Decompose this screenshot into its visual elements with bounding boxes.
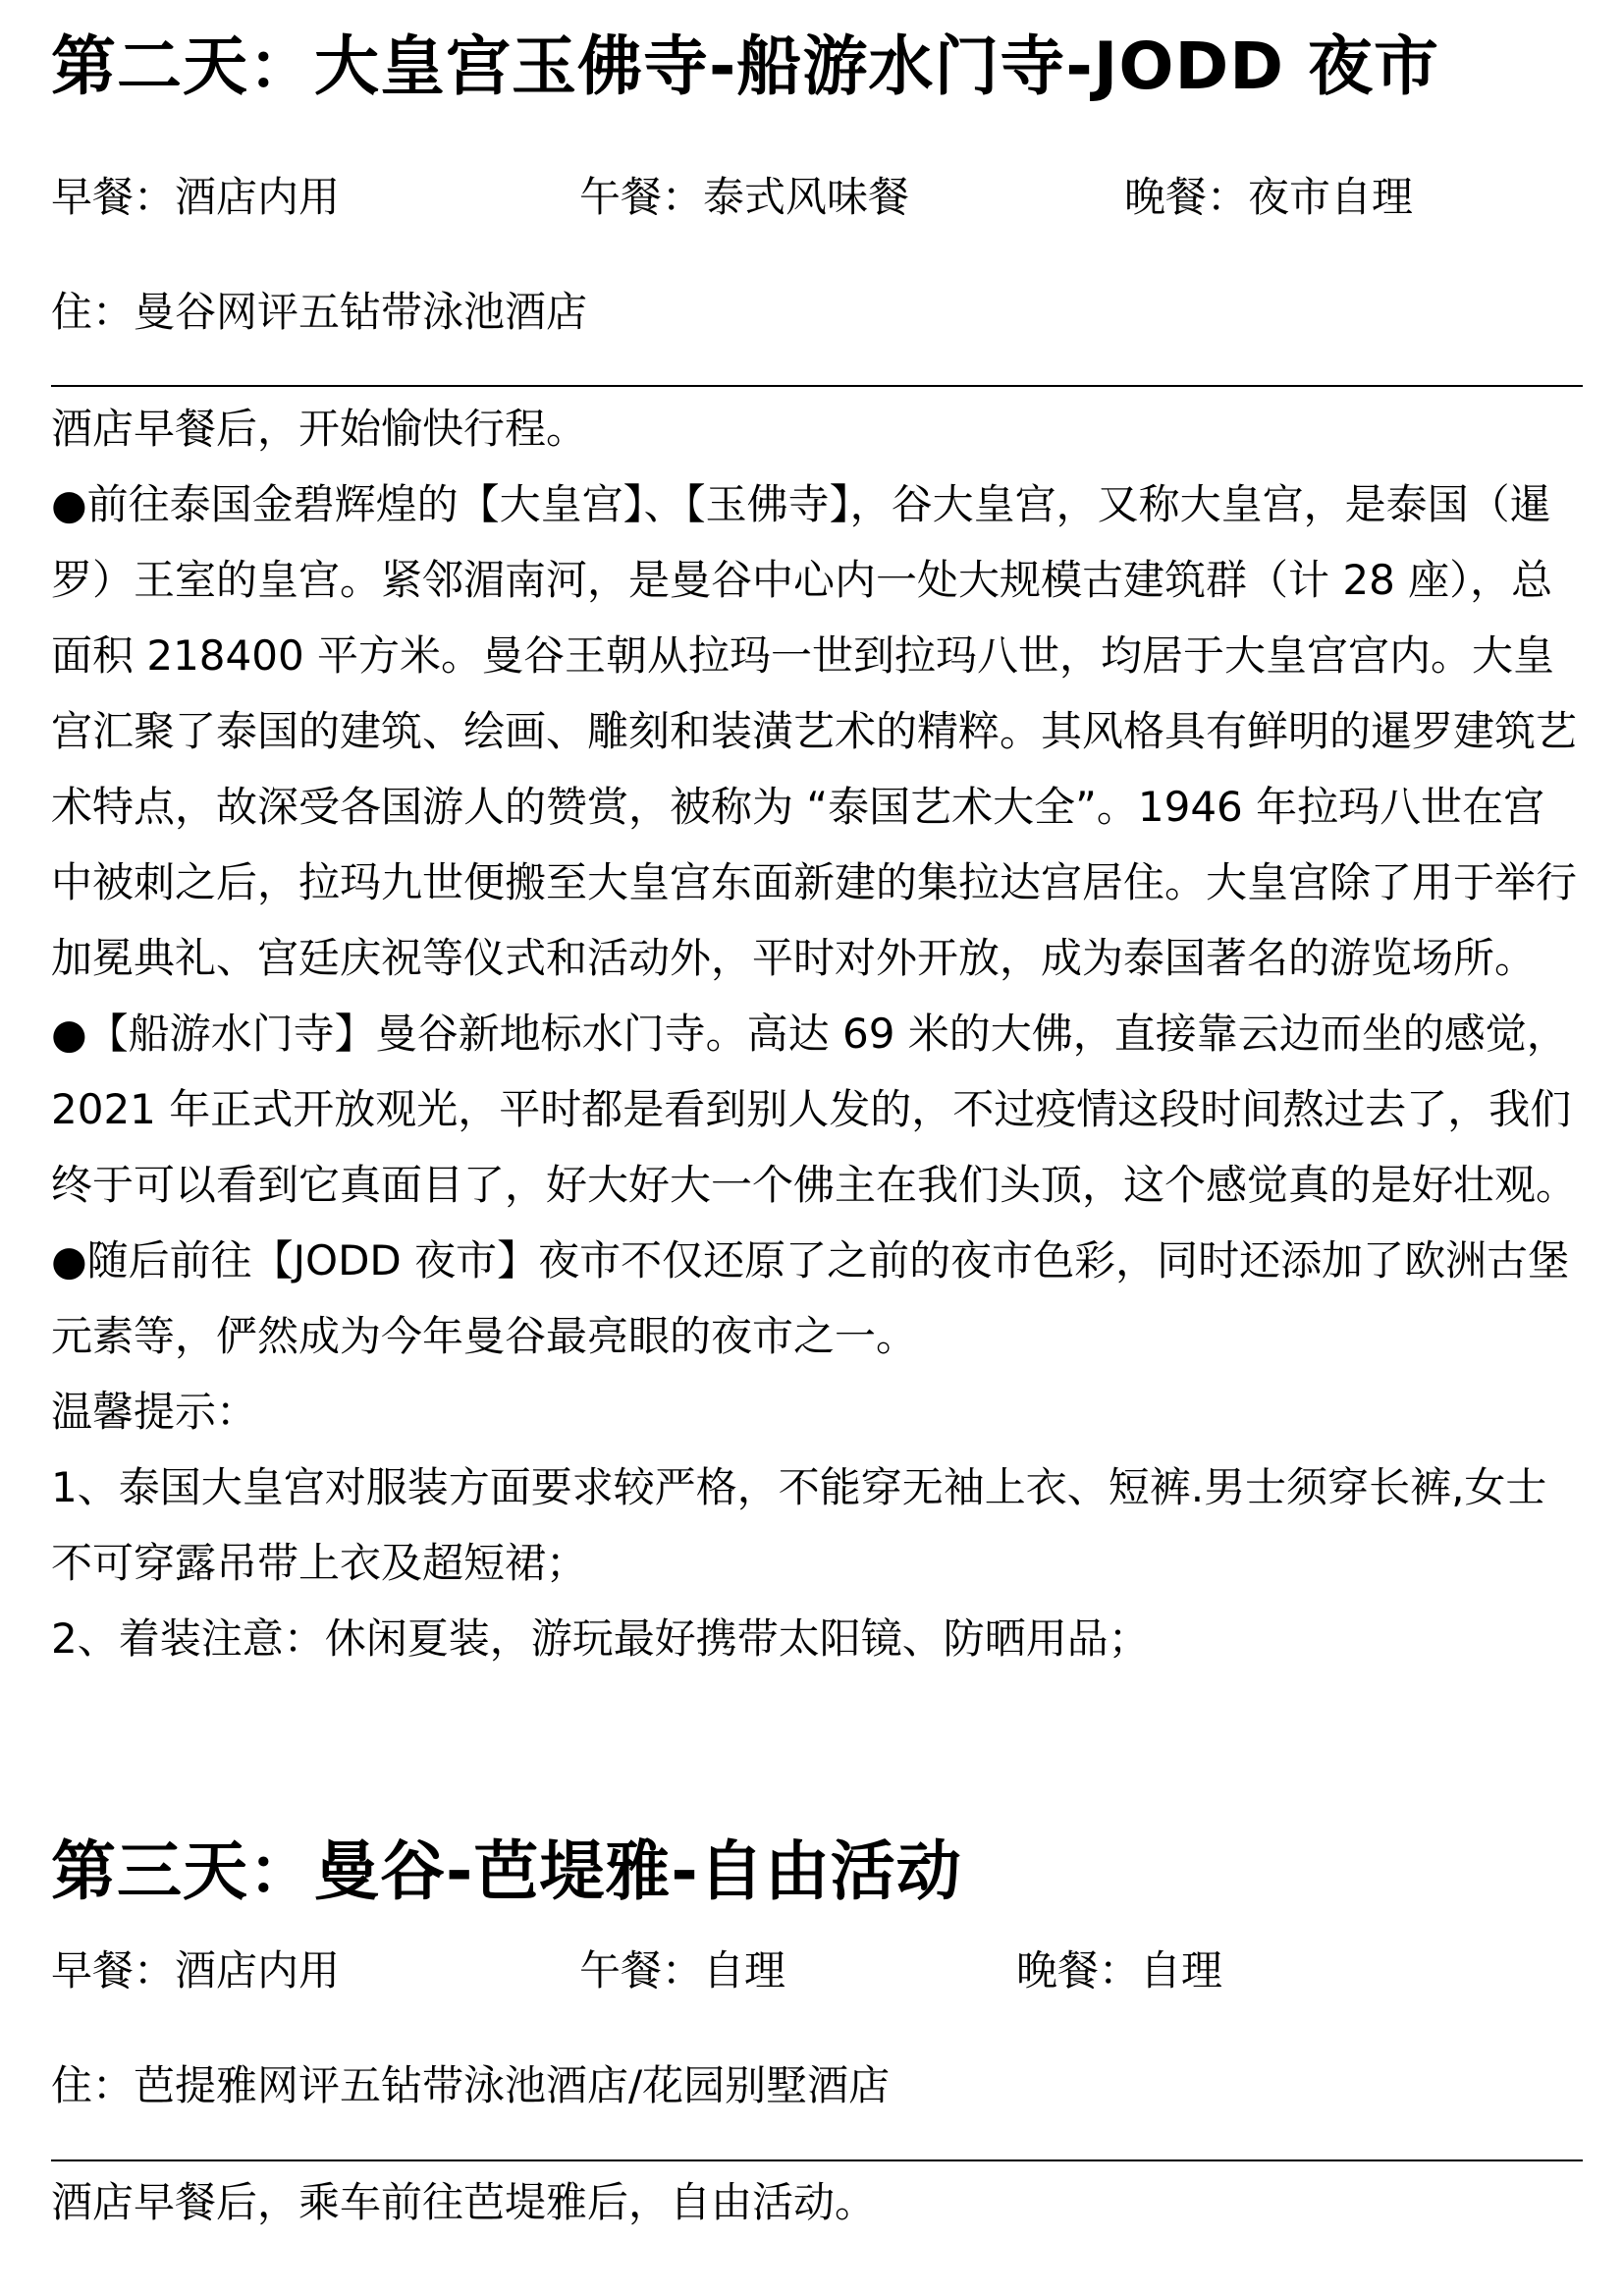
day2-body	[51, 391, 1583, 1676]
day2-dinner: 晚餐：夜市自理	[1124, 173, 1414, 221]
day2-tip-1: 1、泰国大皇宫对服装方面要求较严格，不能穿无袖上衣、短裤.男士须穿长裤,女士不可穿露吊带上衣及超短裙；	[51, 1463, 1547, 1587]
day2-tips-heading: 温馨提示：	[51, 1388, 258, 1436]
day3-intro: 酒店早餐后，乘车前往芭堤雅后，自由活动。	[51, 2178, 877, 2226]
day2-market-paragraph: ●随后前往【JODD 夜市】夜市不仅还原了之前的夜市色彩，同时还添加了欧洲古堡元素等，俨然成为今年曼谷最亮眼的夜市之一。	[51, 1236, 1570, 1360]
day2-meals	[51, 167, 1583, 228]
day2-title: 第二天：大皇宫玉佛寺-船游水门寺-JODD 夜市	[51, 28, 1439, 104]
day3-meals	[51, 1941, 1583, 2001]
day3-divider	[51, 2159, 1583, 2161]
day2-intro: 酒店早餐后，开始愉快行程。	[51, 405, 588, 453]
day3-breakfast: 早餐：酒店内用	[51, 1946, 341, 1995]
day2-tip-2: 2、着装注意：休闲夏装，游玩最好携带太阳镜、防晒用品；	[51, 1614, 1150, 1663]
day2-hotel: 住：曼谷网评五钻带泳池酒店	[51, 288, 588, 336]
day2-temple-paragraph: ●【船游水门寺】曼谷新地标水门寺。高达 69 米的大佛，直接靠云边而坐的感觉，2021 年正式开放观光，平时都是看到别人发的，不过疫情这段时间熬过去了，我们终于可以看到它真面目了，好大好大一个佛主在我们头顶，这个感觉真的是好壮观。	[51, 1010, 1578, 1209]
day3-lunch: 午餐：自理	[579, 1946, 786, 1995]
day2-breakfast: 早餐：酒店内用	[51, 173, 341, 221]
day2-divider	[51, 385, 1583, 387]
day2-lunch: 午餐：泰式风味餐	[579, 173, 910, 221]
day3-dinner: 晚餐：自理	[1016, 1946, 1223, 1995]
day3-hotel: 住：芭提雅网评五钻带泳池酒店/花园别墅酒店	[51, 2061, 891, 2109]
day3-body	[51, 2164, 1583, 2240]
day2-palace-paragraph: ●前往泰国金碧辉煌的【大皇宫】、【玉佛寺】，谷大皇宫，又称大皇宫，是泰国（暹罗）王室的皇宫。紧邻湄南河，是曼谷中心内一处大规模古建筑群（计 28 座），总面积 218400 平方米。曼谷王朝从拉玛一世到拉玛八世，均居于大皇宫宫内。大皇宫汇聚了泰国的建筑、绘画、雕刻和装潢艺术的精粹。其风格具有鲜明的暹罗建筑艺术特点，故深受各国游人的赞赏，被称为 “泰国艺术大全”。1946 年拉玛八世在宫中被刺之后，拉玛九世便搬至大皇宫东面新建的集拉达宫居住。大皇宫除了用于举行加冕典礼、宫廷庆祝等仪式和活动外，平时对外开放，成为泰国著名的游览场所。	[51, 480, 1578, 982]
day3-title: 第三天：曼谷-芭堤雅-自由活动	[51, 1833, 962, 1909]
